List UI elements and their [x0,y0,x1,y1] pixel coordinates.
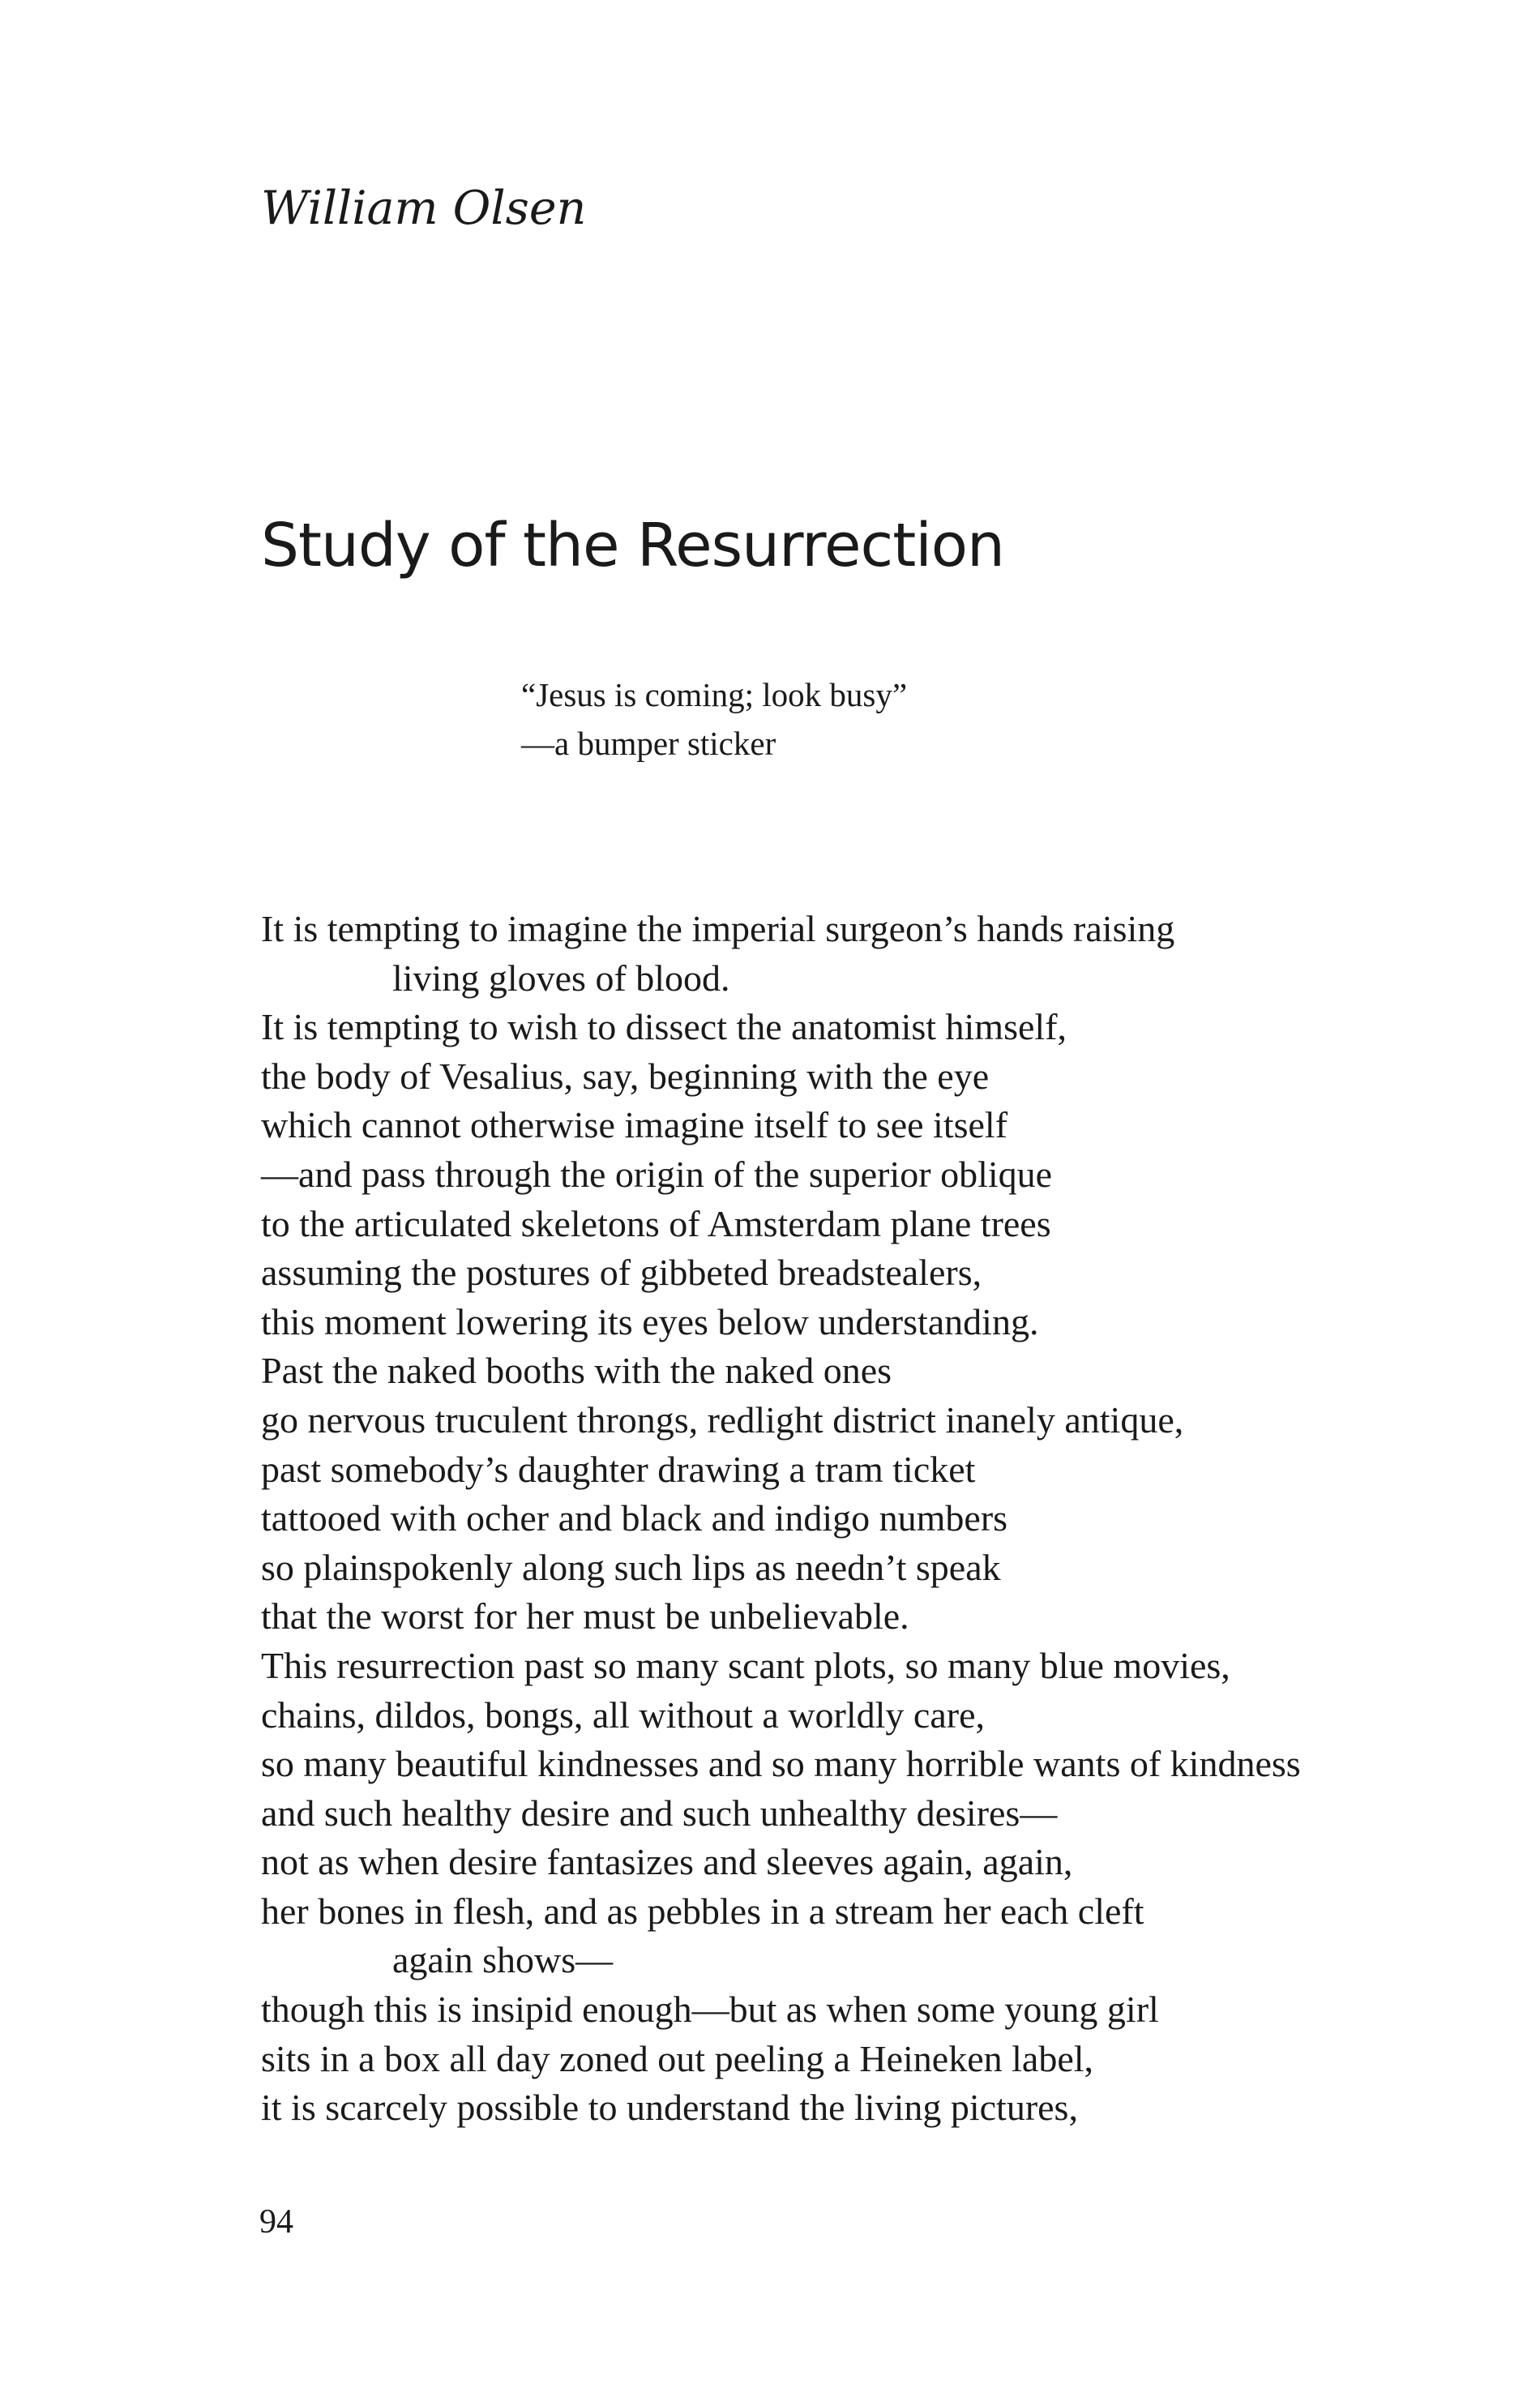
poem-title: Study of the Resurrection [261,511,1004,580]
poem-line: which cannot otherwise imagine itself to see itself [261,1104,1008,1146]
poem-line: so plainspokenly along such lips as needn’t speak [261,1546,1001,1588]
poem-body [261,905,1301,2133]
poem-line: assuming the postures of gibbeted breadstealers, [261,1252,982,1294]
poem-line: Past the naked booths with the naked ones [261,1350,892,1392]
poem-line: It is tempting to wish to dissect the anatomist himself, [261,1006,1067,1048]
page-number: 94 [259,2203,293,2241]
poem-line: It is tempting to imagine the imperial surgeon’s hands raising [261,908,1175,949]
poem-line: the body of Vesalius, say, beginning with the eye [261,1055,990,1097]
epigraph [521,670,907,768]
poem-line: sits in a box all day zoned out peeling a Heineken label, [261,2037,1094,2079]
poem-line: not as when desire fantasizes and sleeves again, again, [261,1841,1073,1883]
poem-line: and such healthy desire and such unhealthy desires— [261,1792,1058,1834]
epigraph-attribution: —a bumper sticker [521,725,776,762]
poem-line: though this is insipid enough—but as when some young girl [261,1989,1159,2031]
poem-line: go nervous truculent throngs, redlight district inanely antique, [261,1398,1184,1441]
poem-line: —and pass through the origin of the superior oblique [261,1153,1053,1195]
poem-line: again shows— [392,1939,614,1981]
poem-line: past somebody’s daughter drawing a tram ticket [261,1448,976,1490]
poem-line: it is scarcely possible to understand the living pictures, [261,2087,1078,2129]
poem-line: so many beautiful kindnesses and so many horrible wants of kindness [261,1743,1301,1785]
poem-line: to the articulated skeletons of Amsterdam plane trees [261,1202,1051,1244]
epigraph-quote: “Jesus is coming; look busy” [521,676,908,713]
poem-line: her bones in flesh, and as pebbles in a stream her each cleft [261,1890,1144,1932]
poem-line: living gloves of blood. [392,957,730,999]
poem-line: This resurrection past so many scant plots, so many blue movies, [261,1644,1230,1686]
poem-line: tattooed with ocher and black and indigo numbers [261,1497,1008,1539]
author-name: William Olsen [261,182,587,235]
poem-line: chains, dildos, bongs, all without a worldly care, [261,1693,986,1736]
poem-line: that the worst for her must be unbelievable. [261,1595,909,1638]
poem-line: this moment lowering its eyes below understanding. [261,1300,1039,1342]
